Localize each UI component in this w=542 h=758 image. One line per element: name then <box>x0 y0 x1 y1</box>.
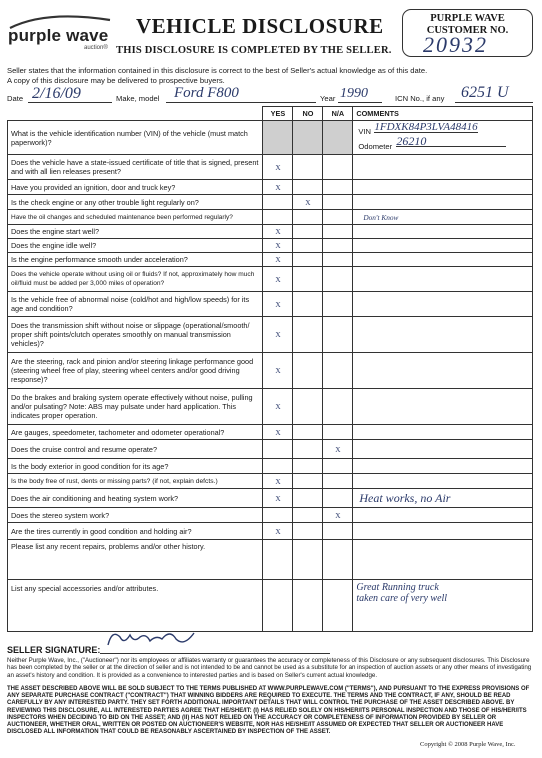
question-cell: Does the air conditioning and heating system work? <box>8 489 263 508</box>
accessories-na-cell <box>323 580 353 632</box>
make-model-value: Ford F800 <box>174 85 239 101</box>
question-cell: Are the steering, rack and pinion and/or steering linkage performance good (steering wheel free of play, steering wheel centers and/or good driving response)? <box>8 353 263 389</box>
question-cell: Does the engine start well? <box>8 225 263 239</box>
question-cell: Is the body free of rust, dents or missing parts? (if not, explain defcts.) <box>8 474 263 489</box>
comment-cell[interactable] <box>353 508 533 523</box>
vin-comment-cell <box>353 121 533 155</box>
table-row <box>8 440 533 459</box>
comment-cell[interactable] <box>353 155 533 180</box>
comment-cell[interactable] <box>353 195 533 210</box>
make-model-label: Make, model <box>116 94 160 103</box>
table-row <box>8 225 533 239</box>
na-cell[interactable] <box>323 389 353 425</box>
table-row <box>8 195 533 210</box>
na-cell[interactable] <box>323 195 353 210</box>
comment-cell[interactable] <box>353 225 533 239</box>
yes-cell[interactable] <box>263 195 293 210</box>
table-row <box>8 239 533 253</box>
table-row <box>8 180 533 195</box>
table-row <box>8 459 533 474</box>
na-cell[interactable] <box>323 459 353 474</box>
na-cell[interactable] <box>323 210 353 225</box>
no-cell[interactable] <box>293 155 323 180</box>
question-cell: Does the vehicle operate without using oil or fluids? If not, approximately how much oil/fluid must be added per 3,000 miles of operation? <box>8 267 263 292</box>
table-row <box>8 425 533 440</box>
table-row <box>8 508 533 523</box>
col-no-header: NO <box>293 107 323 121</box>
table-row <box>8 580 533 632</box>
table-corner <box>8 107 263 121</box>
vin-label: VIN <box>358 126 372 136</box>
page-subtitle: THIS DISCLOSURE IS COMPLETED BY THE SELLER. <box>116 45 392 56</box>
comment-cell[interactable] <box>353 523 533 540</box>
question-cell: Does the stereo system work? <box>8 508 263 523</box>
yes-cell[interactable] <box>263 508 293 523</box>
icn-label: ICN No., if any <box>395 94 445 103</box>
no-cell[interactable] <box>293 508 323 523</box>
yes-cell[interactable]: X <box>263 239 293 253</box>
customer-number-value: 20932 <box>423 32 488 57</box>
na-cell[interactable]: X <box>323 508 353 523</box>
na-cell[interactable] <box>323 474 353 489</box>
yes-cell[interactable]: X <box>263 225 293 239</box>
comment-cell[interactable] <box>353 292 533 317</box>
accessories-no-cell <box>293 580 323 632</box>
no-cell[interactable] <box>293 489 323 508</box>
no-cell <box>293 121 323 155</box>
table-row <box>8 474 533 489</box>
repairs-no-cell <box>293 540 323 580</box>
year-field[interactable] <box>338 86 382 103</box>
na-cell[interactable] <box>323 292 353 317</box>
vin-value: 1FDXK84P3LVA48416 <box>374 120 478 133</box>
comment-cell[interactable] <box>353 253 533 267</box>
accessories-comment-line-2: taken care of very well <box>356 593 448 604</box>
logo-subtext: auction® <box>84 45 108 51</box>
no-cell[interactable] <box>293 180 323 195</box>
repairs-comment-cell[interactable] <box>353 540 533 580</box>
no-cell[interactable] <box>293 317 323 353</box>
accessories-comment-cell[interactable] <box>353 580 533 632</box>
yes-cell[interactable] <box>263 459 293 474</box>
no-cell[interactable] <box>293 353 323 389</box>
comment-cell[interactable] <box>353 180 533 195</box>
comment-cell[interactable] <box>353 353 533 389</box>
repairs-label: Please list any recent repairs, problems and/or other history. <box>8 540 263 580</box>
na-cell[interactable]: X <box>323 440 353 459</box>
na-cell[interactable] <box>323 225 353 239</box>
table-row <box>8 317 533 353</box>
customer-label-1: PURPLE WAVE <box>430 13 505 24</box>
no-cell[interactable] <box>293 253 323 267</box>
customer-label-2: CUSTOMER NO. <box>426 25 509 36</box>
comment-cell[interactable] <box>353 267 533 292</box>
no-cell[interactable] <box>293 459 323 474</box>
question-cell: Is the vehicle free of abnormal noise (cold/hot and high/low speeds) for its age and condition? <box>8 292 263 317</box>
make-model-field[interactable] <box>166 86 316 103</box>
table-row <box>8 121 533 155</box>
na-cell[interactable] <box>323 489 353 508</box>
na-cell[interactable] <box>323 425 353 440</box>
odometer-label: Odometer <box>358 141 393 151</box>
na-cell[interactable] <box>323 180 353 195</box>
accessories-yes-cell <box>263 580 293 632</box>
question-cell: Are the tires currently in good condition and holding air? <box>8 523 263 540</box>
no-cell[interactable] <box>293 239 323 253</box>
comment-cell[interactable] <box>353 389 533 425</box>
yes-cell[interactable]: X <box>263 523 293 540</box>
yes-cell[interactable]: X <box>263 389 293 425</box>
yes-cell <box>263 121 293 155</box>
signature-field[interactable] <box>100 631 330 654</box>
na-cell[interactable] <box>323 267 353 292</box>
question-cell: Is the engine performance smooth under acceleration? <box>8 253 263 267</box>
intro-line-2: A copy of this disclosure may be delivered to prospective buyers. <box>7 76 225 85</box>
na-cell[interactable] <box>323 155 353 180</box>
yes-cell[interactable] <box>263 210 293 225</box>
no-cell[interactable] <box>293 523 323 540</box>
na-cell[interactable] <box>323 353 353 389</box>
no-cell[interactable] <box>293 225 323 239</box>
no-cell[interactable] <box>293 292 323 317</box>
comment-cell[interactable] <box>353 239 533 253</box>
intro-line-1: Seller states that the information contained in this disclosure is correct to the best of Seller's actual knowledge as of this date. <box>7 66 428 75</box>
col-na-header: N/A <box>323 107 353 121</box>
yes-cell[interactable]: X <box>263 267 293 292</box>
question-cell: Does the engine idle well? <box>8 239 263 253</box>
question-cell: Have the oil changes and scheduled maintenance been performed regularly? <box>8 210 263 225</box>
table-row <box>8 353 533 389</box>
question-cell: Is the body exterior in good condition for its age? <box>8 459 263 474</box>
na-cell[interactable] <box>323 239 353 253</box>
question-cell: What is the vehicle identification number (VIN) of the vehicle (must match paperwork)? <box>8 121 263 155</box>
no-cell[interactable]: X <box>293 195 323 210</box>
date-value: 2/16/09 <box>32 85 81 102</box>
odometer-value: 26210 <box>396 137 506 147</box>
comment-cell[interactable] <box>353 425 533 440</box>
question-cell: Is the check engine or any other trouble light regularly on? <box>8 195 263 210</box>
comment-cell[interactable] <box>353 440 533 459</box>
yes-cell[interactable] <box>263 440 293 459</box>
no-cell[interactable] <box>293 210 323 225</box>
yes-cell[interactable]: X <box>263 425 293 440</box>
table-row <box>8 540 533 580</box>
no-cell[interactable] <box>293 389 323 425</box>
repairs-na-cell <box>323 540 353 580</box>
year-value: 1990 <box>340 86 368 101</box>
question-cell: Have you provided an ignition, door and truck key? <box>8 180 263 195</box>
comment-cell[interactable]: Heat works, no Air <box>353 489 533 508</box>
question-cell: Does the transmission shift without noise or slippage (operational/smooth/ proper shift points/clutch operates smoothly on manual transmission vehicles)? <box>8 317 263 353</box>
signature-scribble-icon <box>104 627 214 651</box>
copyright-text: Copyright © 2008 Purple Wave, Inc. <box>420 741 516 748</box>
table-row <box>8 389 533 425</box>
table-row <box>8 267 533 292</box>
col-comments-header: COMMENTS <box>353 107 533 121</box>
na-cell[interactable] <box>323 317 353 353</box>
accessories-label: List any special accessories and/or attributes. <box>8 580 263 632</box>
table-row <box>8 155 533 180</box>
yes-cell[interactable]: X <box>263 489 293 508</box>
na-cell[interactable] <box>323 523 353 540</box>
terms-text: THE ASSET DESCRIBED ABOVE WILL BE SOLD SUBJECT TO THE TERMS PUBLISHED AT WWW.PURPLEWAVE.COM ("TERMS"), AND PURSUANT TO THE EXPRESS PROVISIONS OF ANY SEPARATE PURCHASE CONTRACT ("CONTRACT") THAT WINNING BIDDERS ARE REQUIRED TO EXECUTE. THE TERMS AND THE CONTRACT, IF ANY, SHOULD BE READ CAREFULLY BY ANY INTERESTED PARTY. THEY SET FORTH ADDITIONAL IMPORTANT DETAILS THAT WILL CONTROL THE PURCHASE OF THE ASSET DESCRIBED ABOVE. BY REVIEWING THIS DISCLOSURE, ALL INTERESTED PARTIES AGREE THAT HE/SHE/IT: (I) HAS RELIED SOLELY ON HIS/HER/ITS PERSONAL INSPECTION AND THOSE OF HIS/HER/ITS INSPECTORS WHEN DECIDING TO BID ON THE ASSET; AND (II) HAS NOT RELIED ON THE ACCURACY OR COMPLETENESS OF INFORMATION PROVIDED BY SELLER OR AUCTIONEER, WHETHER ORAL, WRITTEN OR POSTED ON AUCTIONEER'S WEBSITE, NOR HAS HE/SHE/IT ASSUMED OR EXPECTED THAT SELLER OR AUCTIONEER HAVE DISCLOSED ALL INFORMATION THAT COULD BE REASONABLY ASCERTAINED BY INSPECTION OF THE ASSET. <box>7 686 530 736</box>
na-cell <box>323 121 353 155</box>
yes-cell[interactable]: X <box>263 317 293 353</box>
no-cell[interactable] <box>293 425 323 440</box>
table-row <box>8 210 533 225</box>
no-cell[interactable] <box>293 440 323 459</box>
comment-cell[interactable]: Don't Know <box>353 210 533 225</box>
question-cell: Does the vehicle have a state-issued certificate of title that is signed, present and with all lien releases present? <box>8 155 263 180</box>
customer-number-box <box>402 9 533 57</box>
col-yes-header: YES <box>263 107 293 121</box>
icn-field[interactable] <box>455 86 533 103</box>
na-cell[interactable] <box>323 253 353 267</box>
comment-cell[interactable] <box>353 317 533 353</box>
question-cell: Does the cruise control and resume operate? <box>8 440 263 459</box>
yes-cell[interactable]: X <box>263 292 293 317</box>
logo-text: purple wave <box>8 26 109 45</box>
logo <box>6 14 114 54</box>
no-cell[interactable] <box>293 267 323 292</box>
yes-cell[interactable]: X <box>263 180 293 195</box>
table-row <box>8 292 533 317</box>
accessories-comment-line-1: Great Running truck <box>356 582 439 593</box>
year-label: Year <box>320 94 336 103</box>
disclosure-table <box>7 106 533 632</box>
table-row <box>8 253 533 267</box>
disclaimer-text: Neither Purple Wave, Inc., ("Auctioneer") nor its employees or affiliates warranty or guarantees the accuracy or completeness of this Disclosure or any subsequent disclosures. This Disclosure has been completed by the seller or at the direction of seller and is not intended to be and cannot be used as a substitute for an inspection of auction assets or any other means of investigating an asset's history and condition. It is provided as a convenience to interested parties and is based on Seller's current actual knowledge. <box>7 657 532 679</box>
yes-cell[interactable]: X <box>263 353 293 389</box>
yes-cell[interactable]: X <box>263 253 293 267</box>
question-cell: Are gauges, speedometer, tachometer and odometer operational? <box>8 425 263 440</box>
page-title: VEHICLE DISCLOSURE <box>136 14 384 38</box>
icn-value: 6251 U <box>461 84 509 101</box>
comment-cell[interactable] <box>353 459 533 474</box>
no-cell[interactable] <box>293 474 323 489</box>
yes-cell[interactable]: X <box>263 474 293 489</box>
date-field[interactable] <box>28 86 112 103</box>
repairs-yes-cell <box>263 540 293 580</box>
table-row <box>8 489 533 508</box>
yes-cell[interactable]: X <box>263 155 293 180</box>
comment-cell[interactable] <box>353 474 533 489</box>
table-row <box>8 523 533 540</box>
signature-label: SELLER SIGNATURE: <box>7 645 101 655</box>
date-label: Date <box>7 94 24 103</box>
question-cell: Do the brakes and braking system operate effectively without noise, pulling and/or pulsating? Note: ABS may pulsate under hard application. This indicates proper operation. <box>8 389 263 425</box>
